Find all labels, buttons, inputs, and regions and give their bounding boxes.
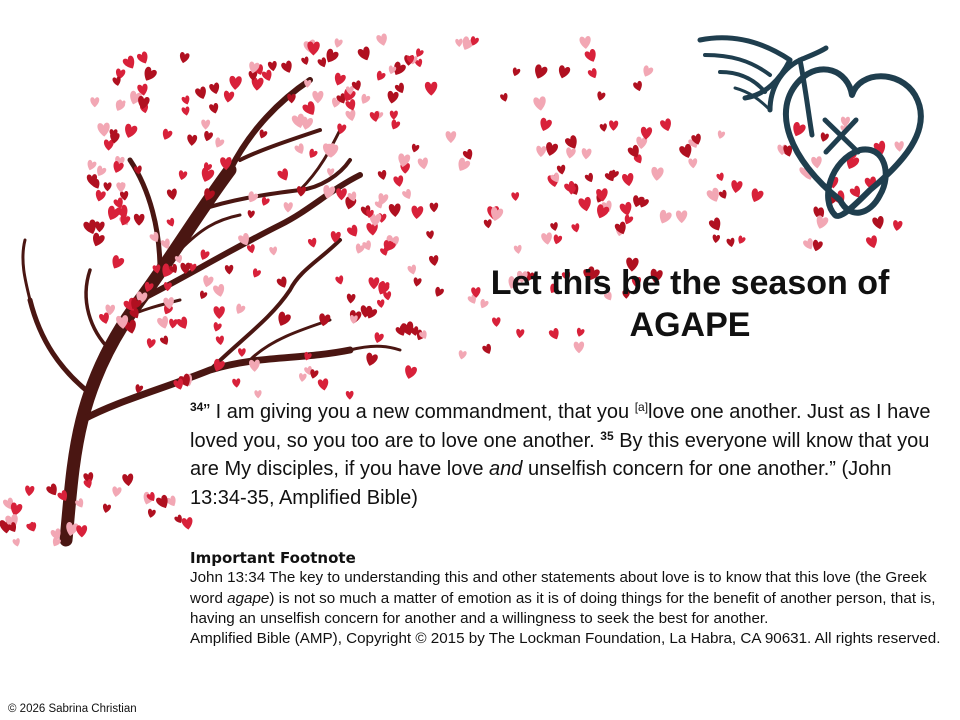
heart-icon xyxy=(24,485,34,496)
heart-icon xyxy=(657,209,673,226)
heart-icon xyxy=(122,123,138,140)
heart-icon xyxy=(122,55,138,72)
heart-icon xyxy=(403,365,418,381)
heart-icon xyxy=(718,189,729,200)
heart-icon xyxy=(346,224,360,239)
verse-open-quote: ” xyxy=(203,401,211,423)
heart-icon xyxy=(819,132,829,143)
heart-icon xyxy=(455,39,463,48)
heart-icon xyxy=(312,91,323,103)
scripture-verse xyxy=(190,398,950,512)
heart-icon xyxy=(640,127,652,140)
heart-icon xyxy=(160,128,173,141)
heart-icon xyxy=(536,146,546,158)
heart-icon xyxy=(552,234,563,245)
heart-icon xyxy=(622,173,635,187)
title-line-1: Let this be the season of xyxy=(490,264,890,302)
heart-icon xyxy=(376,33,389,47)
verse-text-part4: unselfish concern for one another.” (John 13:34-35, Amplified Bible) xyxy=(190,458,892,509)
heart-icon xyxy=(94,189,107,202)
heart-icon xyxy=(209,103,220,115)
page-title xyxy=(430,262,950,346)
heart-icon xyxy=(364,352,379,367)
heart-icon xyxy=(596,91,606,102)
heart-icon xyxy=(345,109,357,122)
heart-icon xyxy=(708,217,724,233)
heart-icon xyxy=(176,316,191,331)
footnote-text-after: ) is not so much a matter of emotion as it is of doing things for the benefit of another person, that is, having an unselfish concern for another and a willingness to seek the best for another. xyxy=(190,589,936,627)
heart-icon xyxy=(894,141,904,152)
heart-icon xyxy=(411,205,424,219)
heart-icon xyxy=(109,254,125,271)
heart-icon xyxy=(223,90,235,103)
heart-icon xyxy=(383,291,392,301)
heart-icon xyxy=(212,283,226,298)
heart-icon xyxy=(619,201,634,217)
heart-icon xyxy=(213,137,225,150)
heart-icon xyxy=(550,222,559,232)
heart-icon xyxy=(533,96,547,111)
heart-icon xyxy=(377,170,388,181)
heart-icon xyxy=(872,215,886,230)
heart-icon xyxy=(584,172,595,184)
heart-icon xyxy=(251,268,262,279)
heart-icon xyxy=(177,170,187,181)
heart-icon xyxy=(651,167,664,182)
heart-icon xyxy=(814,215,829,231)
heart-icon xyxy=(587,67,599,80)
heart-icon xyxy=(369,277,380,289)
heart-icon xyxy=(134,165,143,175)
heart-icon xyxy=(276,276,289,290)
heart-icon xyxy=(90,232,105,248)
heart-icon xyxy=(749,188,765,205)
heart-icon xyxy=(386,90,399,104)
heart-icon xyxy=(633,80,644,92)
heart-icon xyxy=(712,234,720,243)
heart-icon xyxy=(641,65,654,79)
heart-icon xyxy=(377,299,385,308)
heart-icon xyxy=(362,240,374,252)
heart-icon xyxy=(166,188,178,201)
heart-icon xyxy=(688,158,698,168)
heart-icon xyxy=(892,220,903,232)
heart-icon xyxy=(865,235,879,250)
heart-icon xyxy=(412,277,421,287)
heart-icon xyxy=(357,46,373,63)
heart-icon xyxy=(141,66,158,84)
heart-icon xyxy=(214,306,225,319)
heart-icon xyxy=(390,111,398,120)
heart-icon xyxy=(156,315,170,330)
heart-icon xyxy=(194,86,208,101)
heart-icon xyxy=(811,156,823,169)
heart-icon xyxy=(294,143,307,156)
heart-icon xyxy=(301,56,310,66)
heart-icon xyxy=(187,134,198,146)
heart-icon xyxy=(201,275,214,289)
heart-icon xyxy=(277,168,292,183)
heart-icon xyxy=(95,221,105,232)
heart-icon xyxy=(511,67,521,77)
heart-icon xyxy=(410,143,420,153)
heart-icon xyxy=(393,175,405,188)
heart-icon xyxy=(484,219,493,229)
heart-icon xyxy=(247,210,255,219)
heart-icon xyxy=(565,147,576,159)
heart-icon xyxy=(136,51,150,66)
heart-icon xyxy=(280,60,294,75)
heart-icon xyxy=(137,96,151,111)
heart-icon xyxy=(90,97,99,107)
heart-icon xyxy=(659,118,673,133)
heart-icon xyxy=(514,245,523,255)
heart-icon xyxy=(579,36,591,50)
heart-icon xyxy=(335,275,345,286)
heart-icon xyxy=(202,130,213,142)
heart-icon xyxy=(599,123,608,132)
heart-icon xyxy=(317,57,329,69)
verse-text-part1: I am giving you a new commandment, that you xyxy=(210,401,635,423)
footnote-copyright: Amplified Bible (AMP), Copyright © 2015 by The Lockman Foundation, La Habra, CA 90631. All rights reserved. xyxy=(190,630,941,648)
heart-icon xyxy=(201,120,210,130)
heart-icon xyxy=(102,503,112,514)
heart-icon xyxy=(97,122,110,137)
heart-icon xyxy=(258,129,268,140)
heart-icon xyxy=(538,117,553,133)
heart-icon xyxy=(122,473,134,486)
heart-icon xyxy=(332,72,346,87)
heart-icon xyxy=(178,52,190,65)
heart-icon xyxy=(446,131,457,143)
heart-icon xyxy=(389,119,401,131)
heart-icon xyxy=(333,38,343,49)
footnote-italic-word: agape xyxy=(227,589,270,607)
heart-icon xyxy=(716,172,725,182)
heart-icon xyxy=(147,508,157,518)
heart-icon xyxy=(578,196,593,212)
heart-icon xyxy=(232,378,241,388)
heart-icon xyxy=(307,237,318,248)
heart-icon xyxy=(401,188,413,201)
heart-icon xyxy=(166,217,176,228)
heart-icon xyxy=(181,106,191,116)
heart-icon xyxy=(103,182,111,191)
heart-icon xyxy=(146,338,157,349)
heart-icon xyxy=(389,203,402,217)
heart-icon xyxy=(557,65,571,80)
heart-icon xyxy=(317,378,329,391)
heart-icon xyxy=(609,120,619,131)
heart-icon xyxy=(246,244,256,254)
footnote-text-before: John 13:34 The key to understanding this and other statements about love is to know that this love (the Greek word xyxy=(190,569,927,607)
heart-icon xyxy=(425,82,438,96)
heart-icon xyxy=(209,82,222,95)
heart-icon xyxy=(198,290,208,300)
footnote-heading: Important Footnote xyxy=(190,549,356,567)
heart-icon xyxy=(359,93,371,106)
heart-icon xyxy=(12,538,21,548)
heart-icon xyxy=(511,192,519,201)
heart-icon xyxy=(85,159,97,171)
heart-icon xyxy=(336,188,347,200)
heart-icon xyxy=(238,348,246,357)
heart-icon xyxy=(374,70,386,83)
heart-icon xyxy=(234,303,246,316)
heart-icon xyxy=(811,239,824,252)
heart-icon xyxy=(417,157,429,170)
footnote-text xyxy=(190,568,950,629)
heart-icon xyxy=(159,335,170,347)
heart-icon xyxy=(457,350,467,360)
heart-icon xyxy=(76,525,87,537)
heart-icon xyxy=(275,311,292,329)
heart-icon xyxy=(307,148,318,160)
heart-icon xyxy=(260,196,271,207)
heart-icon xyxy=(134,214,145,226)
heart-icon xyxy=(571,223,581,233)
copyright-notice: © 2026 Sabrina Christian xyxy=(8,703,137,715)
heart-icon xyxy=(541,232,553,245)
heart-icon xyxy=(564,134,580,151)
heart-icon xyxy=(225,265,234,275)
heart-icon xyxy=(346,293,355,303)
heart-icon xyxy=(726,237,736,247)
heart-icon xyxy=(581,148,592,160)
heart-icon xyxy=(215,335,224,345)
heart-icon xyxy=(373,332,385,345)
heart-icon xyxy=(407,264,418,275)
title-line-2: AGAPE xyxy=(629,306,751,344)
heart-icon xyxy=(198,249,210,262)
heart-icon xyxy=(736,235,746,245)
verse-number-34: 34 xyxy=(190,400,204,414)
heart-icon xyxy=(229,76,242,90)
heart-icon xyxy=(181,517,194,531)
verse-text-part2: love one another. Just as I have loved you, so you too are to love one another. xyxy=(190,401,931,452)
heart-icon xyxy=(212,322,222,333)
verse-text-part3: By this everyone will know that you are My disciples, if you have love xyxy=(190,429,930,480)
heart-icon xyxy=(500,93,510,103)
heart-icon xyxy=(676,210,688,223)
verse-number-35: 35 xyxy=(600,428,614,443)
heart-icon xyxy=(716,130,725,140)
heart-icon xyxy=(168,318,178,328)
heart-icon xyxy=(298,373,307,382)
heart-icon xyxy=(199,167,215,184)
heart-icon xyxy=(283,202,293,213)
heart-icon xyxy=(426,230,435,240)
heart-icon xyxy=(181,95,191,106)
heart-icon xyxy=(455,157,471,174)
verse-emphasis: and xyxy=(489,458,523,480)
heart-icon xyxy=(430,203,439,213)
heart-icon xyxy=(532,64,548,81)
heart-icon xyxy=(584,48,599,64)
footnote-reference[interactable]: [a] xyxy=(634,400,649,414)
heart-icon xyxy=(301,100,318,118)
heart-icon xyxy=(111,486,122,498)
heart-icon xyxy=(269,246,278,256)
heart-icon xyxy=(730,180,743,194)
footnote-block xyxy=(190,548,950,649)
